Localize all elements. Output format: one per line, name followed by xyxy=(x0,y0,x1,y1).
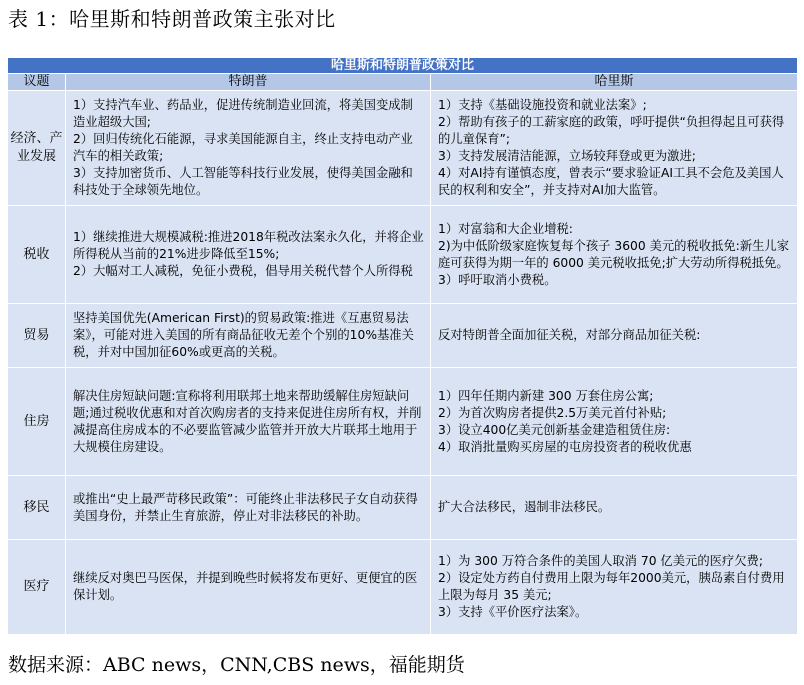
cell-harris xyxy=(431,476,798,540)
trump-policy-item: 坚持美国优先(American First)的贸易政策:推进《互惠贸易法案》，可能对进入美国的所有商品征收无差个个别的10%基准关税，并对中国加征60%或更高的关税。 xyxy=(73,311,414,359)
cell-trump xyxy=(66,368,431,476)
cell-trump xyxy=(66,304,431,368)
cell-harris xyxy=(431,304,798,368)
cell-harris xyxy=(431,540,798,635)
cell-harris xyxy=(431,368,798,476)
harris-policy-item: 1）支持《基础设施投资和就业法案》; xyxy=(438,98,647,112)
harris-policy-item: 反对特朗普全面加征关税，对部分商品加征关税: xyxy=(438,328,701,342)
row-topic: 医疗 xyxy=(8,540,66,635)
harris-policy-item: 1）为 300 万符合条件的美国人取消 70 亿美元的医疗欠费; xyxy=(438,554,763,568)
harris-policy-item: 1）对富翁和大企业增税: xyxy=(438,221,573,236)
data-source-note: 数据来源：ABC news，CNN,CBS news，福能期货 xyxy=(8,654,465,676)
row-topic: 贸易 xyxy=(8,304,66,368)
policy-comparison-table xyxy=(7,57,798,635)
trump-policy-item: 3）支持加密货币、人工智能等科技行业发展，使得美国金融和科技处于全球领先地位。 xyxy=(73,166,413,197)
harris-policy-item: 扩大合法移民，遏制非法移民。 xyxy=(438,500,611,514)
harris-policy-item: 1）四年任期内新建 300 万套住房公寓; xyxy=(438,388,654,403)
harris-policy-item: 3）设立400亿美元创新基金建造租赁住房: xyxy=(438,422,671,437)
harris-policy-item: 2）设定处方药自付费用上限为每年2000美元，胰岛素自付费用上限为每月 35 美元; xyxy=(438,571,785,602)
row-topic: 经济、产业发展 xyxy=(8,91,66,206)
trump-policy-item: 继续反对奥巴马医保，并提到晚些时候将发布更好、更便宜的医保计划。 xyxy=(73,571,418,602)
cell-harris xyxy=(431,91,798,206)
trump-policy-item: 1）支持汽车业、药品业，促进传统制造业回流，将美国变成制造业超级大国; xyxy=(73,98,413,129)
harris-policy-item: 4）对AI持有谨慎态度，曾表示“要求验证AI工具不会危及美国人民的权利和安全”，并支持对AI加大监管。 xyxy=(438,166,784,197)
table-row xyxy=(8,91,798,206)
trump-policy-item: 2）回归传统化石能源，寻求美国能源自主，终止支持电动产业汽车的相关政策; xyxy=(73,132,413,163)
harris-policy-item: 3）支持《平价医疗法案》。 xyxy=(438,605,588,619)
trump-policy-item: 1）继续推进大规模减税:推进2018年税改法案永久化，并将企业所得税从当前的21%进步降低至15%; xyxy=(73,230,424,261)
table-title-row xyxy=(8,58,798,74)
table-body xyxy=(8,91,798,635)
header-trump: 特朗普 xyxy=(66,74,431,91)
header-topic: 议题 xyxy=(8,74,66,91)
trump-policy-item: 2）大幅对工人减税，免征小费税，倡导用关税代替个人所得税 xyxy=(73,264,413,278)
header-harris: 哈里斯 xyxy=(431,74,798,91)
table-header-row xyxy=(8,74,798,91)
row-topic: 移民 xyxy=(8,476,66,540)
harris-policy-item: 3）呼吁取消小费税。 xyxy=(438,272,557,287)
trump-policy-item: 解决住房短缺问题:宣称将利用联邦土地来帮助缓解住房短缺问题;通过税收优惠和对首次购房者的支持来促进住房所有权，并削减提高住房成本的不必要监管减少监管并开放大片联邦土地用于大规模住房建设。 xyxy=(73,388,422,454)
row-topic: 住房 xyxy=(8,368,66,476)
table-row xyxy=(8,368,798,476)
table-row xyxy=(8,540,798,635)
cell-harris xyxy=(431,206,798,304)
table-title: 哈里斯和特朗普政策对比 xyxy=(8,58,798,74)
cell-trump xyxy=(66,476,431,540)
cell-trump xyxy=(66,206,431,304)
trump-policy-item: 或推出“史上最严苛移民政策”：可能终止非法移民子女自动获得美国身份，并禁止生育旅游，停止对非法移民的补助。 xyxy=(73,491,418,523)
harris-policy-item: 4）取消批量购买房屋的屯房投资者的税收优惠 xyxy=(438,439,692,454)
harris-policy-item: 2）为首次购房者提供2.5万美元首付补贴; xyxy=(438,405,667,420)
harris-policy-item: 2)为中低阶级家庭恢复每个孩子 3600 美元的税收抵免:新生儿家庭可获得为期一年的 6000 美元税收抵免;扩大劳动所得税抵免。 xyxy=(438,238,790,270)
table-caption: 表 1：哈里斯和特朗普政策主张对比 xyxy=(8,7,336,31)
cell-trump xyxy=(66,540,431,635)
table-row xyxy=(8,476,798,540)
harris-policy-item: 2）帮助有孩子的工薪家庭的政策，呼吁提供“负担得起且可获得的儿童保育”; xyxy=(438,115,785,146)
table-row xyxy=(8,206,798,304)
table-row xyxy=(8,304,798,368)
harris-policy-item: 3）支持发展清洁能源，立场较拜登或更为激进; xyxy=(438,149,696,163)
row-topic: 税收 xyxy=(8,206,66,304)
cell-trump xyxy=(66,91,431,206)
